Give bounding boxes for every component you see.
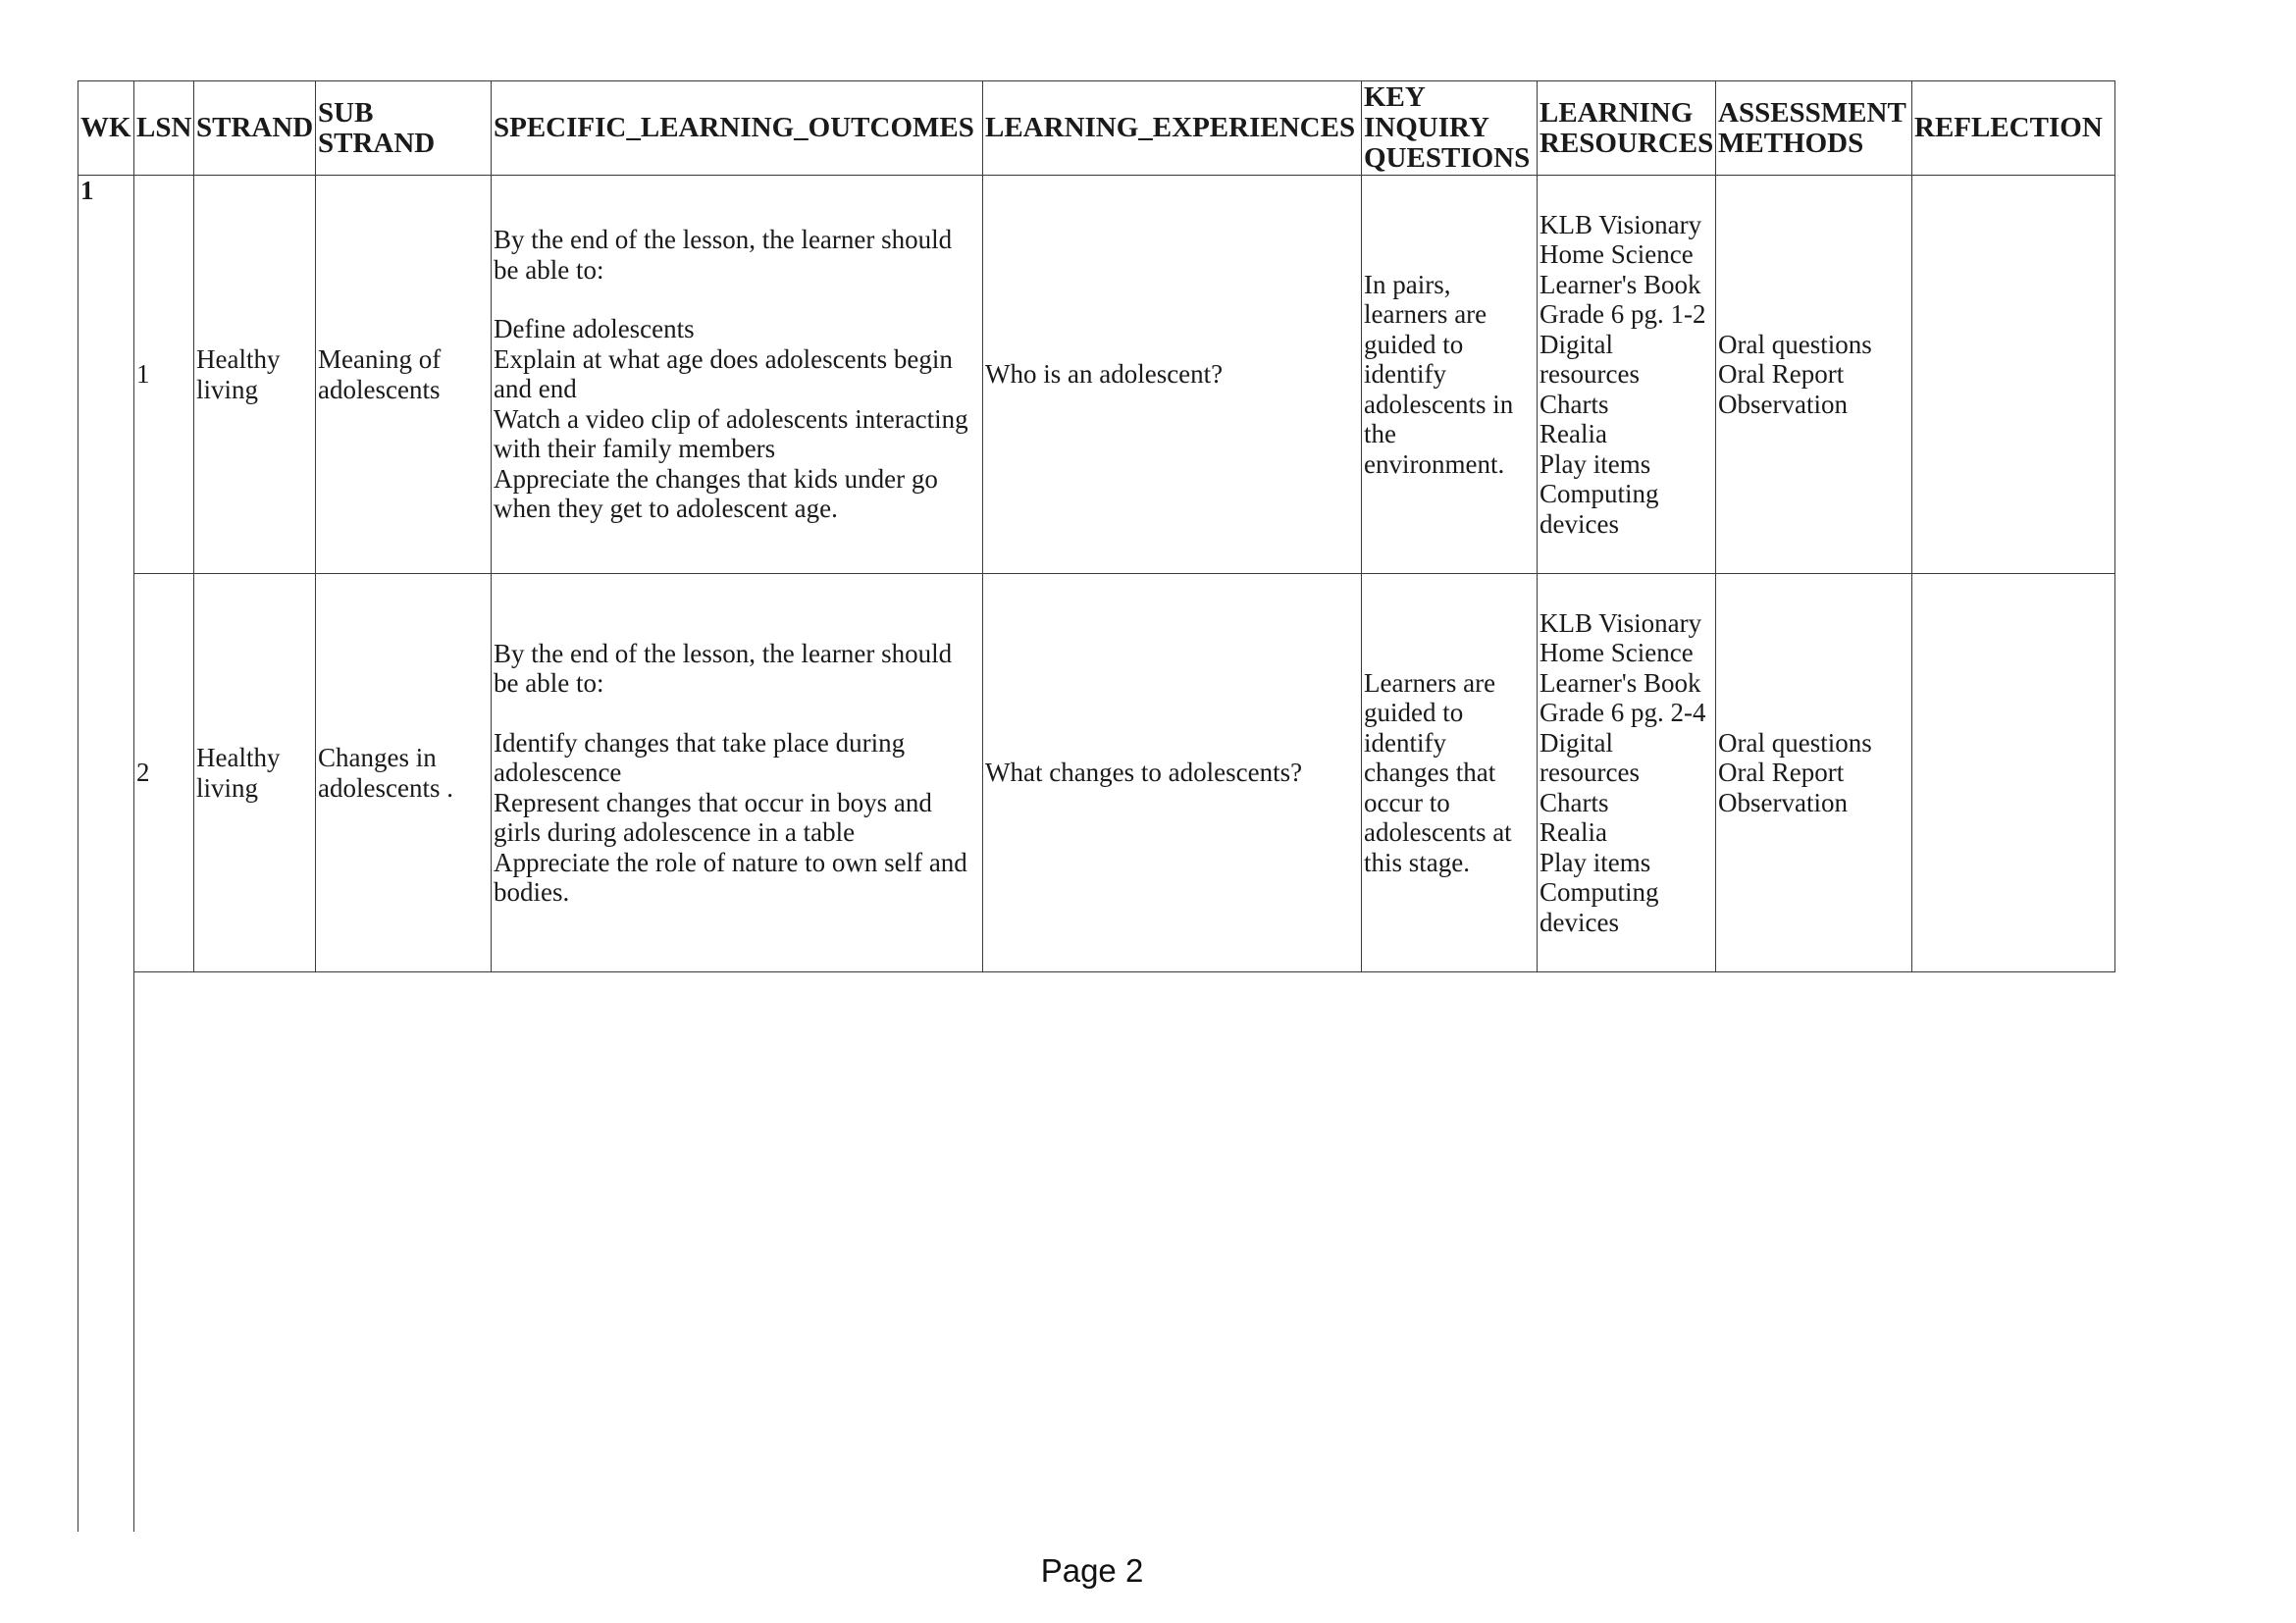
assessment-item: Observation xyxy=(1718,787,1848,817)
header-strand: STRAND xyxy=(194,81,316,176)
outcomes-cell xyxy=(492,176,983,574)
resource-item: Computing devices xyxy=(1539,877,1659,937)
header-reflection: REFLECTION xyxy=(1912,81,2115,176)
lesson-number: 2 xyxy=(134,574,194,972)
inquiry-questions-cell: In pairs, learners are guided to identify adolescents in the environment. xyxy=(1362,176,1538,574)
resource-item: Charts xyxy=(1539,787,1609,817)
resources-cell xyxy=(1538,176,1716,574)
sub-strand-cell: Changes in adolescents . xyxy=(316,574,492,972)
resource-item: KLB Visionary Home Science Learner's Book Grade 6 pg. 1-2 xyxy=(1539,209,1706,330)
resource-item: Realia xyxy=(1539,419,1607,449)
assessment-item: Oral questions xyxy=(1718,329,1872,359)
strand-cell: Healthy living xyxy=(194,574,316,972)
header-row xyxy=(78,81,2115,176)
resource-item: Computing devices xyxy=(1539,479,1659,539)
reflection-cell xyxy=(1912,176,2115,574)
empty-continuation-row xyxy=(78,972,2115,1533)
header-sub-strand: SUB STRAND xyxy=(316,81,492,176)
header-lsn: LSN xyxy=(134,81,194,176)
assessment-cell xyxy=(1716,574,1912,972)
lesson-row xyxy=(78,176,2115,574)
empty-continuation-area xyxy=(134,972,2115,1533)
outcome-item: Identify changes that take place during adolescence xyxy=(494,727,906,787)
resource-item: KLB Visionary Home Science Learner's Book Grade 6 pg. 2-4 xyxy=(1539,607,1706,728)
sub-strand-cell: Meaning of adolescents xyxy=(316,176,492,574)
scheme-of-work-table xyxy=(78,80,2115,1532)
page-number: Page 2 xyxy=(1040,1552,1144,1589)
outcome-item: Watch a video clip of adolescents interacting with their family members xyxy=(494,403,968,464)
header-key-inquiry-questions: KEY INQUIRY QUESTIONS xyxy=(1362,81,1538,176)
assessment-item: Oral questions xyxy=(1718,727,1872,758)
header-wk: WK xyxy=(78,81,134,176)
header-assessment-methods: ASSESSMENT METHODS xyxy=(1716,81,1912,176)
outcomes-intro: By the end of the lesson, the learner should be able to: xyxy=(494,225,953,285)
resource-item: Digital resources xyxy=(1539,727,1640,788)
outcomes-intro: By the end of the lesson, the learner should be able to: xyxy=(494,638,953,698)
resource-item: Realia xyxy=(1539,817,1607,848)
inquiry-questions-cell: Learners are guided to identify changes that occur to adolescents at this stage. xyxy=(1362,574,1538,972)
outcomes-cell xyxy=(492,574,983,972)
header-learning-resources: LEARNING RESOURCES xyxy=(1538,81,1716,176)
assessment-item: Oral Report xyxy=(1718,359,1845,390)
resource-item: Play items xyxy=(1539,448,1651,479)
reflection-cell xyxy=(1912,574,2115,972)
assessment-cell xyxy=(1716,176,1912,574)
resources-cell xyxy=(1538,574,1716,972)
week-number: 1 xyxy=(78,176,134,1533)
outcome-item: Appreciate the changes that kids under go when they get to adolescent age. xyxy=(494,463,938,524)
outcome-item: Define adolescents xyxy=(494,314,695,344)
resource-item: Digital resources xyxy=(1539,329,1640,390)
header-learning-experiences: LEARNING_EXPERIENCES xyxy=(983,81,1362,176)
lesson-row xyxy=(78,574,2115,972)
outcome-item: Explain at what age does adolescents begin and end xyxy=(494,343,953,404)
resource-item: Charts xyxy=(1539,389,1609,419)
header-specific-learning-outcomes: SPECIFIC_LEARNING_OUTCOMES xyxy=(492,81,983,176)
assessment-item: Oral Report xyxy=(1718,758,1845,788)
assessment-item: Observation xyxy=(1718,389,1848,419)
strand-cell: Healthy living xyxy=(194,176,316,574)
learning-experiences-cell: What changes to adolescents? xyxy=(983,574,1362,972)
lesson-number: 1 xyxy=(134,176,194,574)
resource-item: Play items xyxy=(1539,847,1651,877)
outcome-item: Represent changes that occur in boys and girls during adolescence in a table xyxy=(494,787,932,847)
learning-experiences-cell: Who is an adolescent? xyxy=(983,176,1362,574)
outcome-item: Appreciate the role of nature to own self and bodies. xyxy=(494,847,967,907)
